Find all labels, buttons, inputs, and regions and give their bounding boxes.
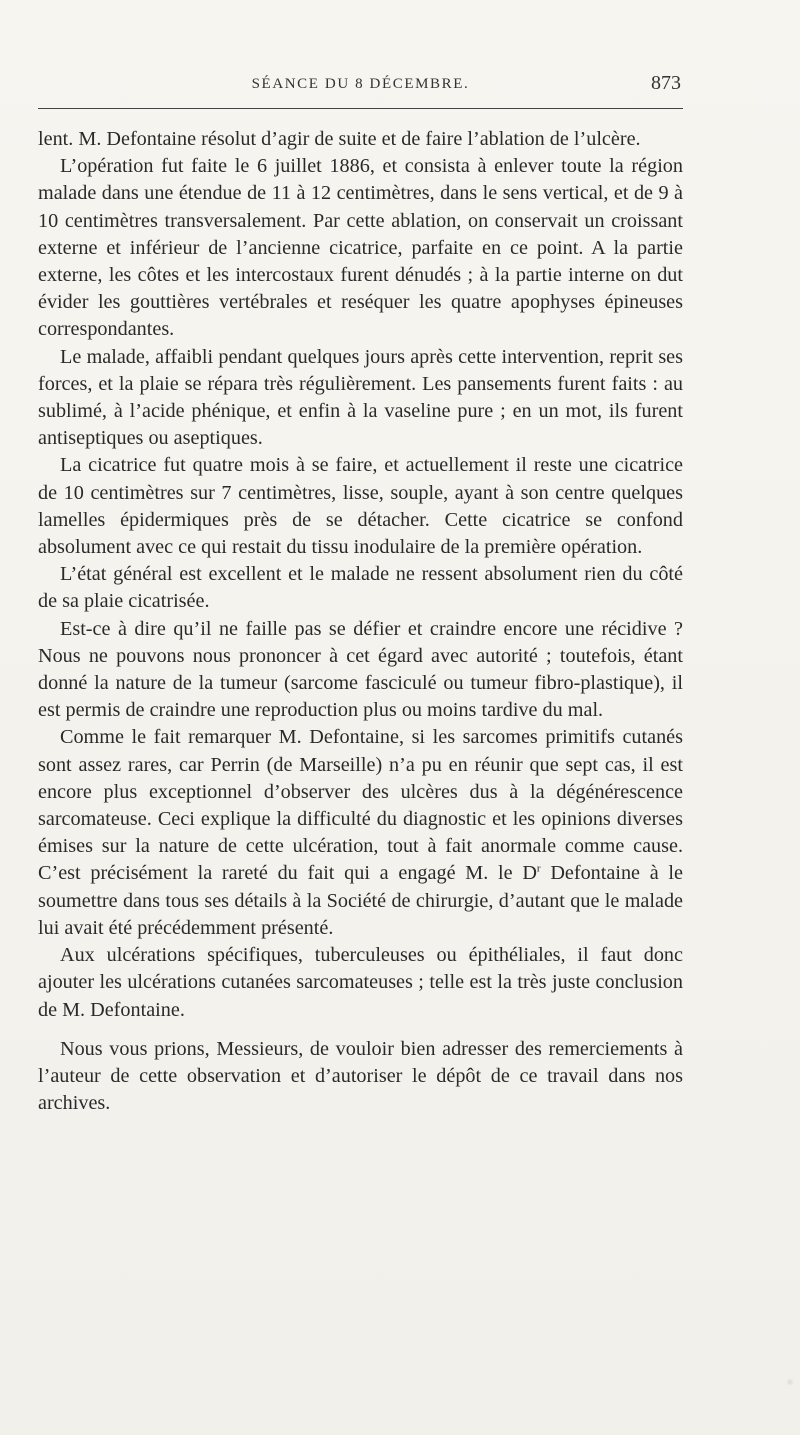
doctor-superscript: r: [536, 862, 541, 875]
paragraph-remarks-part2: Defontaine à le soumettre dans tous ses détails à la Société de chirurgie, d’autant que le malade lui avait été précédemment présenté.: [38, 862, 683, 939]
running-head: [38, 72, 683, 100]
paragraph-cicatrice: La cicatrice fut quatre mois à se faire, et actuellement il reste une cicatrice de 10 centimètres sur 7 centimètres, lisse, souple, ayant à son centre quelques lamelles épidermiques près de se détacher. Cette cicatrice se confond absolument avec ce qui restait du tissu inodulaire de la première opération.: [38, 454, 683, 559]
paragraph-operation: L’opération fut faite le 6 juillet 1886, et consista à enlever toute la région malade dans une étendue de 11 à 12 centimètres, dans le sens vertical, et de 9 à 10 centimètres transversalement. Par cette ablation, on conservait un croissant externe et inférieur de l’ancienne cicatrice, parfaite en ce point. A la partie externe, les côtes et les intercostaux furent dénudés ; à la partie interne on dut évider les gouttières vertébrales et reséquer les quatre apophyses épineuses correspondantes.: [38, 155, 683, 341]
paragraph-general-state: L’état général est excellent et le malade ne ressent absolument rien du côté de sa plaie cicatrisée.: [38, 563, 683, 613]
page-number: 873: [651, 72, 681, 94]
paragraph-continuation: lent. M. Defontaine résolut d’agir de suite et de faire l’ablation de l’ulcère.: [38, 128, 641, 150]
header-rule: [38, 108, 683, 109]
paragraph-remarks: [38, 724, 683, 942]
paragraph-closing: Nous vous prions, Messieurs, de vouloir bien adresser des remerciements à l’auteur de cette observation et d’autoriser le dépôt de ce travail dans nos archives.: [38, 1037, 683, 1115]
body-text: [38, 126, 683, 1117]
paragraph-remarks-part1: Comme le fait remarquer M. Defontaine, si les sarcomes primitifs cutanés sont assez rares, car Perrin (de Marseille) n’a pu en réunir que sept cas, il est encore plus exceptionnel d’observer des ulcères dus à la dégénérescence sarcomateuse. Ceci explique la difficulté du diagnostic et les opinions diverses émises sur la nature de cette ulcération, tout à fait anormale comme cause. C’est précisément la rareté du fait qui a engagé M. le D: [38, 726, 683, 885]
running-title: SÉANCE DU 8 DÉCEMBRE.: [251, 76, 470, 92]
paper-speck: [786, 1378, 794, 1386]
paragraph-recovery: Le malade, affaibli pendant quelques jours après cette intervention, reprit ses forces, et la plaie se répara très régulièrement. Les pansements furent faits : au sublimé, à l’acide phénique, et enfin à la vaseline pure ; en un mot, ils furent antiseptiques ou aseptiques.: [38, 345, 683, 450]
paragraph-recidive: Est-ce à dire qu’il ne faille pas se défier et craindre encore une récidive ? Nous ne pouvons nous prononcer à cet égard avec autorité ; toutefois, étant donné la nature de la tumeur (sarcome fasciculé ou tumeur fibro-plastique), il est permis de craindre une reproduction plus ou moins tardive du mal.: [38, 617, 683, 722]
paragraph-conclusion: Aux ulcérations spécifiques, tuberculeuses ou épithéliales, il faut donc ajouter les ulcérations cutanées sarcomateuses ; telle est la très juste conclusion de M. Defontaine.: [38, 944, 683, 1021]
